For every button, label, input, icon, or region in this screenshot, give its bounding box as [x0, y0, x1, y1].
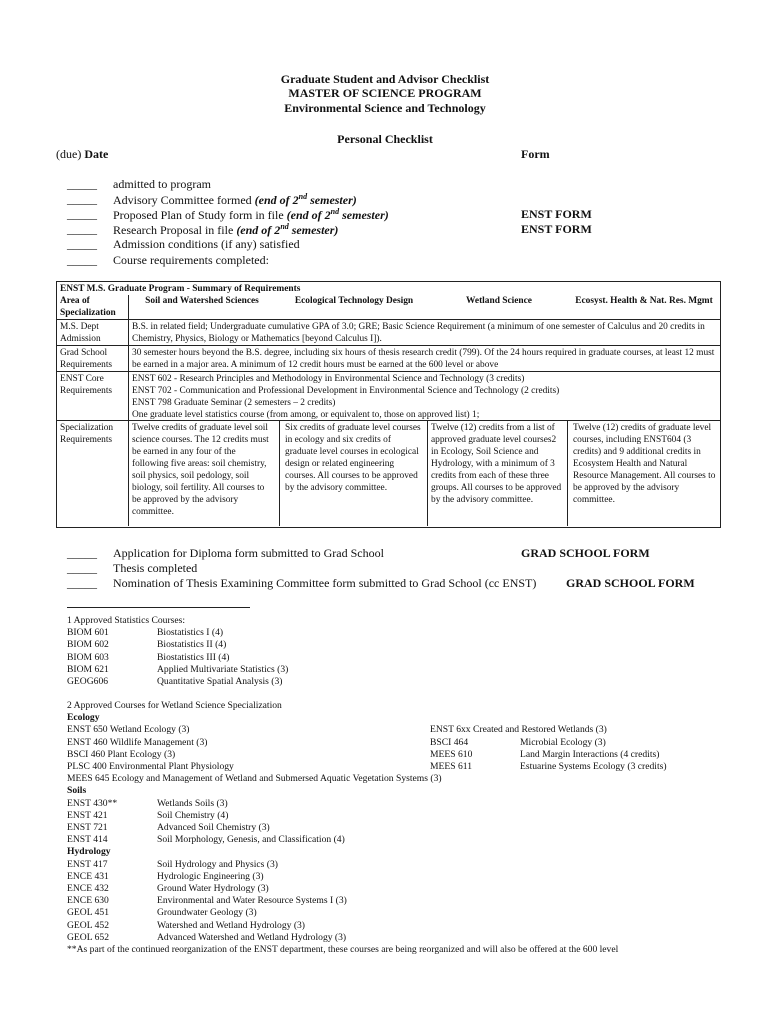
course-code: BSCI 464 — [430, 736, 469, 748]
blank-line: _____ — [67, 207, 97, 221]
table-vrule — [567, 420, 568, 526]
course-row — [67, 895, 707, 907]
checklist-text: Nomination of Thesis Examining Committee form submitted to Grad School (cc ENST) — [113, 576, 537, 590]
blank-line: _____ — [67, 546, 97, 560]
row-core-line: One graduate level statistics course (from among, or equivalent to, those on approved list) 1; — [132, 410, 480, 420]
course-code: ENST 430** — [67, 797, 118, 809]
checklist-item[interactable] — [67, 207, 717, 223]
checklist-text: Proposed Plan of Study form in file (end of 2nd semester) — [113, 207, 389, 222]
blank-line: _____ — [67, 576, 97, 590]
course-code: BIOM 621 — [67, 663, 109, 675]
due-date-word: Date — [84, 147, 109, 161]
checklist-item[interactable] — [67, 576, 567, 592]
course-name: Biostatistics I (4) — [157, 627, 224, 639]
course-name: Soil Morphology, Genesis, and Classification (4) — [157, 834, 345, 846]
ecology-right-column — [430, 724, 700, 773]
checklist-text: Application for Diploma form submitted to Grad School — [113, 546, 384, 560]
course-code: ENCE 432 — [67, 882, 109, 894]
spec-ecotech: Six credits of graduate level courses in ecology and six credits of graduate level courses in ecological design or related engineering courses. All courses to be approved by the advisory committee. — [285, 423, 421, 493]
table-vrule — [427, 420, 428, 526]
doc-title-line3: Environmental Science and Technology — [284, 101, 486, 115]
checklist-text: Advisory Committee formed (end of 2nd semester) — [113, 192, 357, 207]
course-name: Watershed and Wetland Hydrology (3) — [157, 919, 306, 931]
row-core-line: ENST 798 Graduate Seminar (2 semesters – 2 credits) — [132, 398, 336, 408]
course-name: Groundwater Geology (3) — [157, 907, 257, 919]
footnote-title: 2 Approved Courses for Wetland Science Specialization — [67, 700, 282, 711]
footnote-title: 1 Approved Statistics Courses: — [67, 615, 186, 626]
course-name: Quantitative Spatial Analysis (3) — [157, 675, 283, 687]
course-row — [67, 652, 367, 664]
checklist-form: ENST FORM — [521, 207, 592, 221]
course-row — [430, 761, 700, 773]
course-name: Advanced Soil Chemistry (3) — [157, 822, 270, 833]
course-row — [67, 639, 367, 651]
course-row — [67, 871, 707, 883]
checklist-text: Admission conditions (if any) satisfied — [113, 237, 300, 251]
course-name: Microbial Ecology (3) — [520, 736, 606, 748]
course-row — [67, 920, 707, 932]
course-row — [67, 627, 367, 639]
checklist-item[interactable] — [67, 253, 717, 269]
course-name: Soil Hydrology and Physics (3) — [157, 858, 278, 870]
course-name: Advanced Watershed and Wetland Hydrology (3) — [157, 931, 347, 943]
course-code: ENST 414 — [67, 834, 108, 846]
checklist-text: Research Proposal in file (end of 2nd semester) — [113, 222, 339, 237]
footnote-statistics — [67, 615, 367, 695]
spec-wetland: Twelve (12) credits from a list of approved graduate level courses2 in Ecology, Soil Science and Hydrology, with a minimum of 3 credits from each of these three groups. All courses to be approved by the advisory committee. — [431, 423, 562, 505]
course-code: GEOG606 — [67, 675, 109, 687]
personal-checklist-heading: Personal Checklist — [337, 132, 433, 146]
course-row — [67, 859, 707, 871]
doc-title-line2: MASTER OF SCIENCE PROGRAM — [288, 86, 482, 100]
row-label-core: ENST Core Requirements — [60, 374, 113, 396]
table-caption: ENST M.S. Graduate Program - Summary of Requirements — [60, 284, 301, 294]
course-code: ENST 421 — [67, 809, 108, 821]
course-code: ENST 721 — [67, 822, 108, 833]
table-rule — [57, 420, 720, 421]
footnote-wetland — [67, 700, 707, 960]
course-code: GEOL 652 — [67, 931, 110, 943]
course-line: ENST 650 Wetland Ecology (3) — [67, 724, 190, 736]
course-row — [67, 798, 707, 810]
course-row — [67, 810, 707, 822]
blank-line: _____ — [67, 222, 97, 236]
course-line: MEES 645 Ecology and Management of Wetland and Submersed Aquatic Vegetation Systems (3) — [67, 773, 442, 785]
blank-line: _____ — [67, 177, 97, 191]
row-label-spec: Specialization Requirements — [60, 423, 114, 445]
blank-line: _____ — [67, 253, 97, 267]
course-row — [67, 822, 707, 834]
course-name: Wetlands Soils (3) — [157, 797, 228, 809]
course-row — [67, 664, 367, 676]
course-line: ENST 6xx Created and Restored Wetlands (3) — [430, 724, 607, 736]
spec-ecosyst: Twelve (12) credits of graduate level courses, including ENST604 (3 credits) and 9 additional credits in Ecosystem Health and Natural Resource Management. All courses to be approved by the advisory committee. — [573, 423, 716, 505]
checklist-form: GRAD SCHOOL FORM — [566, 576, 695, 590]
course-code: BIOM 603 — [67, 651, 109, 663]
checklist-item[interactable] — [67, 222, 717, 238]
checklist-item[interactable] — [67, 177, 717, 193]
row-label-grad: Grad School Requirements — [60, 348, 113, 370]
row-text-admission: B.S. in related field; Undergraduate cumulative GPA of 3.0; GRE; Basic Science Requirement (a minimum of one semester of Calculus and 20 credits in Chemistry, Physics, Biology or Mathematics [beyond Calculus I]). — [132, 322, 705, 344]
table-rule — [57, 319, 720, 320]
course-code: GEOL 452 — [67, 919, 110, 931]
footnote-divider — [67, 607, 250, 608]
table-vrule — [279, 420, 280, 526]
course-code: GEOL 451 — [67, 907, 110, 919]
course-name: Hydrologic Engineering (3) — [157, 870, 264, 882]
requirements-table — [56, 281, 721, 528]
row-core-line: ENST 702 - Communication and Professional Development in Environmental Science and Technology (2 credits) — [132, 386, 560, 396]
row-core-line: ENST 602 - Research Principles and Methodology in Environmental Science and Technology (3 credits) — [132, 374, 525, 384]
doc-title-line1: Graduate Student and Advisor Checklist — [280, 72, 490, 86]
row-text-grad: 30 semester hours beyond the B.S. degree, including six hours of thesis research credit (799). Of the 24 hours required in graduate courses, at least 12 must be earned in a major area. A minimum of 12 credit hours must be earned at the 600 level or above — [132, 348, 715, 370]
course-name: Applied Multivariate Statistics (3) — [157, 663, 289, 675]
course-name: Environmental and Water Resource Systems I (3) — [157, 895, 347, 907]
course-code: ENCE 630 — [67, 895, 109, 907]
checklist-text: admitted to program — [113, 177, 211, 191]
blank-line: _____ — [67, 237, 97, 251]
checklist-item[interactable] — [67, 561, 517, 577]
checklist-text: Thesis completed — [113, 561, 198, 575]
row-label-admission: M.S. Dept Admission — [60, 322, 101, 344]
table-head-ecotech: Ecological Technology Design — [294, 296, 414, 306]
checklist-item[interactable] — [67, 192, 717, 208]
reorganization-note: **As part of the continued reorganization of the ENST department, these courses are being reorganized and will also be offered at the 600 level — [67, 943, 619, 955]
course-name: Estuarine Systems Ecology (3 credits) — [520, 760, 667, 772]
checklist-item[interactable] — [67, 546, 517, 562]
table-head-ecosyst: Ecosyst. Health & Nat. Res. Mgmt — [575, 296, 713, 306]
course-row — [430, 737, 700, 749]
course-code: MEES 610 — [430, 748, 473, 760]
course-row — [67, 907, 707, 919]
course-line: ENST 460 Wildlife Management (3) — [67, 736, 208, 748]
course-code: BIOM 601 — [67, 627, 109, 639]
course-line: BSCI 460 Plant Ecology (3) — [67, 748, 176, 760]
due-prefix: (due) — [56, 147, 85, 161]
course-row — [67, 834, 707, 846]
due-date-heading — [56, 147, 108, 162]
table-head-wetland: Wetland Science — [466, 296, 532, 306]
table-rule — [57, 345, 720, 346]
checklist-form: ENST FORM — [521, 222, 592, 236]
course-name: Biostatistics II (4) — [157, 639, 227, 651]
table-head-soil: Soil and Watershed Sciences — [145, 296, 259, 306]
course-code: ENCE 431 — [67, 870, 109, 882]
checklist-form: GRAD SCHOOL FORM — [521, 546, 650, 560]
section-head-ecology: Ecology — [67, 712, 100, 724]
course-name: Soil Chemistry (4) — [157, 809, 229, 821]
blank-line: _____ — [67, 192, 97, 206]
blank-line: _____ — [67, 561, 97, 575]
section-head-hydrology: Hydrology — [67, 846, 111, 858]
table-head-area: Area of Specialization — [60, 296, 116, 318]
course-name: Ground Water Hydrology (3) — [157, 882, 269, 894]
form-column-heading: Form — [521, 147, 550, 161]
course-row — [430, 749, 700, 761]
course-code: BIOM 602 — [67, 639, 109, 651]
table-vrule — [128, 295, 129, 526]
spec-soil: Twelve credits of graduate level soil science courses. The 12 credits must be earned in any four of the following five areas: soil chemistry, soil physics, soil pedology, soil biology, soil fertility. All courses to be approved by the advisory committee. — [132, 423, 269, 517]
course-line: PLSC 400 Environmental Plant Physiology — [67, 761, 234, 773]
course-name: Land Margin Interactions (4 credits) — [520, 748, 660, 760]
course-code: MEES 611 — [430, 760, 473, 772]
course-row — [67, 932, 707, 944]
checklist-text: Course requirements completed: — [113, 253, 269, 267]
checklist-item[interactable] — [67, 237, 717, 253]
course-row — [67, 676, 367, 688]
course-code: ENST 417 — [67, 858, 108, 870]
table-rule — [57, 371, 720, 372]
section-head-soils: Soils — [67, 785, 87, 797]
course-row — [67, 883, 707, 895]
course-name: Biostatistics III (4) — [157, 651, 230, 663]
